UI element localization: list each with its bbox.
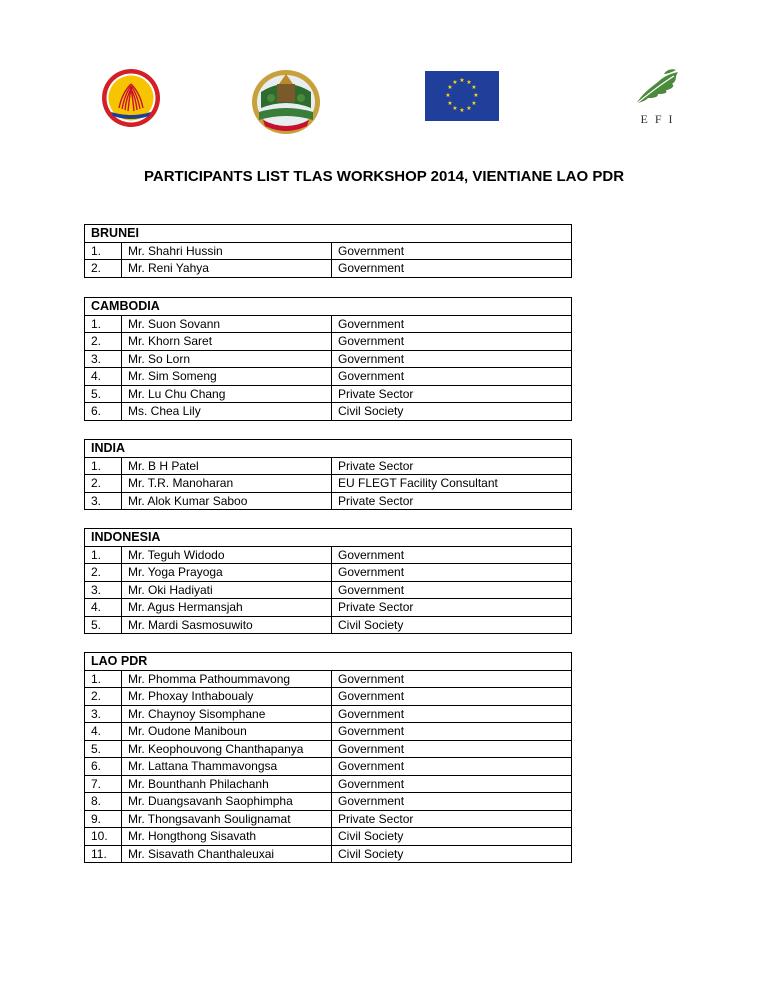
participant-name: Mr. Phoxay Inthaboualy	[122, 688, 332, 706]
country-table-india	[84, 439, 572, 510]
table-row	[85, 810, 572, 828]
participant-affiliation: Government	[332, 546, 572, 564]
participant-affiliation: Government	[332, 740, 572, 758]
participant-name: Mr. Keophouvong Chanthapanya	[122, 740, 332, 758]
lao-emblem-icon	[249, 68, 323, 136]
participant-name: Mr. Shahri Hussin	[122, 242, 332, 260]
row-number: 2.	[85, 260, 122, 278]
row-number: 3.	[85, 705, 122, 723]
participant-name: Mr. So Lorn	[122, 350, 332, 368]
row-number: 5.	[85, 740, 122, 758]
svg-text:★: ★	[447, 84, 453, 91]
row-number: 5.	[85, 385, 122, 403]
row-number: 8.	[85, 793, 122, 811]
participant-name: Mr. Agus Hermansjah	[122, 599, 332, 617]
country-table-indonesia	[84, 528, 572, 634]
row-number: 6.	[85, 403, 122, 421]
country-table-lao-pdr	[84, 652, 572, 863]
row-number: 2.	[85, 564, 122, 582]
participant-affiliation: Government	[332, 688, 572, 706]
row-number: 2.	[85, 333, 122, 351]
participant-name: Mr. Sim Someng	[122, 368, 332, 386]
country-name: BRUNEI	[85, 225, 572, 243]
row-number: 5.	[85, 616, 122, 634]
row-number: 6.	[85, 758, 122, 776]
table-row	[85, 740, 572, 758]
svg-text:★: ★	[445, 92, 451, 99]
participant-affiliation: Government	[332, 564, 572, 582]
table-row	[85, 581, 572, 599]
participant-affiliation: Government	[332, 705, 572, 723]
row-number: 2.	[85, 688, 122, 706]
participant-affiliation: Government	[332, 260, 572, 278]
svg-text:★: ★	[459, 77, 465, 84]
participant-affiliation: Government	[332, 315, 572, 333]
table-row	[85, 260, 572, 278]
participant-name: Mr. T.R. Manoharan	[122, 475, 332, 493]
table-row	[85, 385, 572, 403]
participant-affiliation: Private Sector	[332, 599, 572, 617]
participant-name: Mr. Suon Sovann	[122, 315, 332, 333]
participant-name: Mr. Bounthanh Philachanh	[122, 775, 332, 793]
country-table-cambodia	[84, 297, 572, 421]
participant-affiliation: Civil Society	[332, 616, 572, 634]
participant-affiliation: Government	[332, 350, 572, 368]
row-number: 3.	[85, 581, 122, 599]
participant-affiliation: EU FLEGT Facility Consultant	[332, 475, 572, 493]
svg-text:★: ★	[447, 100, 453, 107]
table-header-row	[85, 529, 572, 547]
participant-affiliation: Government	[332, 775, 572, 793]
row-number: 1.	[85, 670, 122, 688]
table-header-row	[85, 653, 572, 671]
participant-affiliation: Private Sector	[332, 457, 572, 475]
participant-name: Mr. Oudone Maniboun	[122, 723, 332, 741]
svg-text:★: ★	[459, 107, 465, 114]
table-row	[85, 242, 572, 260]
participant-name: Mr. Hongthong Sisavath	[122, 828, 332, 846]
participant-name: Mr. Thongsavanh Soulignamat	[122, 810, 332, 828]
row-number: 3.	[85, 492, 122, 510]
page-title: PARTICIPANTS LIST TLAS WORKSHOP 2014, VIENTIANE LAO PDR	[143, 168, 625, 185]
country-name: INDONESIA	[85, 529, 572, 547]
table-row	[85, 350, 572, 368]
participant-affiliation: Government	[332, 670, 572, 688]
table-row	[85, 492, 572, 510]
svg-text:★: ★	[466, 79, 472, 86]
participant-affiliation: Government	[332, 723, 572, 741]
row-number: 2.	[85, 475, 122, 493]
participant-affiliation: Government	[332, 581, 572, 599]
row-number: 1.	[85, 457, 122, 475]
row-number: 1.	[85, 546, 122, 564]
table-row	[85, 599, 572, 617]
row-number: 1.	[85, 242, 122, 260]
table-row	[85, 564, 572, 582]
table-header-row	[85, 440, 572, 458]
participant-name: Mr. Teguh Widodo	[122, 546, 332, 564]
table-row	[85, 758, 572, 776]
country-table-brunei	[84, 224, 572, 278]
participant-affiliation: Civil Society	[332, 403, 572, 421]
oak-leaf-icon	[628, 68, 688, 108]
table-row	[85, 845, 572, 863]
table-row	[85, 705, 572, 723]
participant-name: Mr. Sisavath Chanthaleuxai	[122, 845, 332, 863]
svg-text:★: ★	[466, 105, 472, 112]
participant-name: Mr. Khorn Saret	[122, 333, 332, 351]
row-number: 7.	[85, 775, 122, 793]
country-name: CAMBODIA	[85, 298, 572, 316]
row-number: 10.	[85, 828, 122, 846]
table-row	[85, 828, 572, 846]
table-row	[85, 688, 572, 706]
svg-text:★: ★	[471, 100, 477, 107]
svg-text:★: ★	[471, 84, 477, 91]
participant-name: Mr. Duangsavanh Saophimpha	[122, 793, 332, 811]
participant-affiliation: Private Sector	[332, 810, 572, 828]
table-row	[85, 457, 572, 475]
row-number: 1.	[85, 315, 122, 333]
table-row	[85, 403, 572, 421]
participant-name: Mr. Alok Kumar Saboo	[122, 492, 332, 510]
efi-logo-text: EFI	[640, 112, 680, 126]
participant-name: Ms. Chea Lily	[122, 403, 332, 421]
participant-affiliation: Government	[332, 368, 572, 386]
participant-name: Mr. Mardi Sasmosuwito	[122, 616, 332, 634]
svg-text:★: ★	[452, 79, 458, 86]
asean-emblem-icon	[101, 68, 161, 128]
participant-affiliation: Government	[332, 242, 572, 260]
table-row	[85, 775, 572, 793]
table-row	[85, 723, 572, 741]
row-number: 4.	[85, 599, 122, 617]
participant-affiliation: Government	[332, 758, 572, 776]
participant-affiliation: Private Sector	[332, 385, 572, 403]
participant-affiliation: Government	[332, 333, 572, 351]
participant-name: Mr. Yoga Prayoga	[122, 564, 332, 582]
row-number: 3.	[85, 350, 122, 368]
svg-text:★: ★	[473, 92, 479, 99]
table-row	[85, 793, 572, 811]
logo-strip	[0, 66, 768, 136]
country-name: LAO PDR	[85, 653, 572, 671]
participant-affiliation: Government	[332, 793, 572, 811]
participant-affiliation: Private Sector	[332, 492, 572, 510]
participant-name: Mr. B H Patel	[122, 457, 332, 475]
participant-name: Mr. Oki Hadiyati	[122, 581, 332, 599]
row-number: 4.	[85, 368, 122, 386]
table-row	[85, 616, 572, 634]
participant-name: Mr. Chaynoy Sisomphane	[122, 705, 332, 723]
participant-name: Mr. Lu Chu Chang	[122, 385, 332, 403]
participant-affiliation: Civil Society	[332, 828, 572, 846]
participant-name: Mr. Reni Yahya	[122, 260, 332, 278]
table-header-row	[85, 225, 572, 243]
table-row	[85, 475, 572, 493]
efi-logo	[628, 68, 688, 130]
country-name: INDIA	[85, 440, 572, 458]
participant-affiliation: Civil Society	[332, 845, 572, 863]
row-number: 4.	[85, 723, 122, 741]
table-row	[85, 670, 572, 688]
participant-name: Mr. Phomma Pathoummavong	[122, 670, 332, 688]
table-header-row	[85, 298, 572, 316]
table-row	[85, 368, 572, 386]
table-row	[85, 315, 572, 333]
participant-name: Mr. Lattana Thammavongsa	[122, 758, 332, 776]
table-row	[85, 546, 572, 564]
svg-text:★: ★	[452, 105, 458, 112]
row-number: 11.	[85, 845, 122, 863]
eu-flag-icon	[425, 71, 499, 121]
row-number: 9.	[85, 810, 122, 828]
table-row	[85, 333, 572, 351]
